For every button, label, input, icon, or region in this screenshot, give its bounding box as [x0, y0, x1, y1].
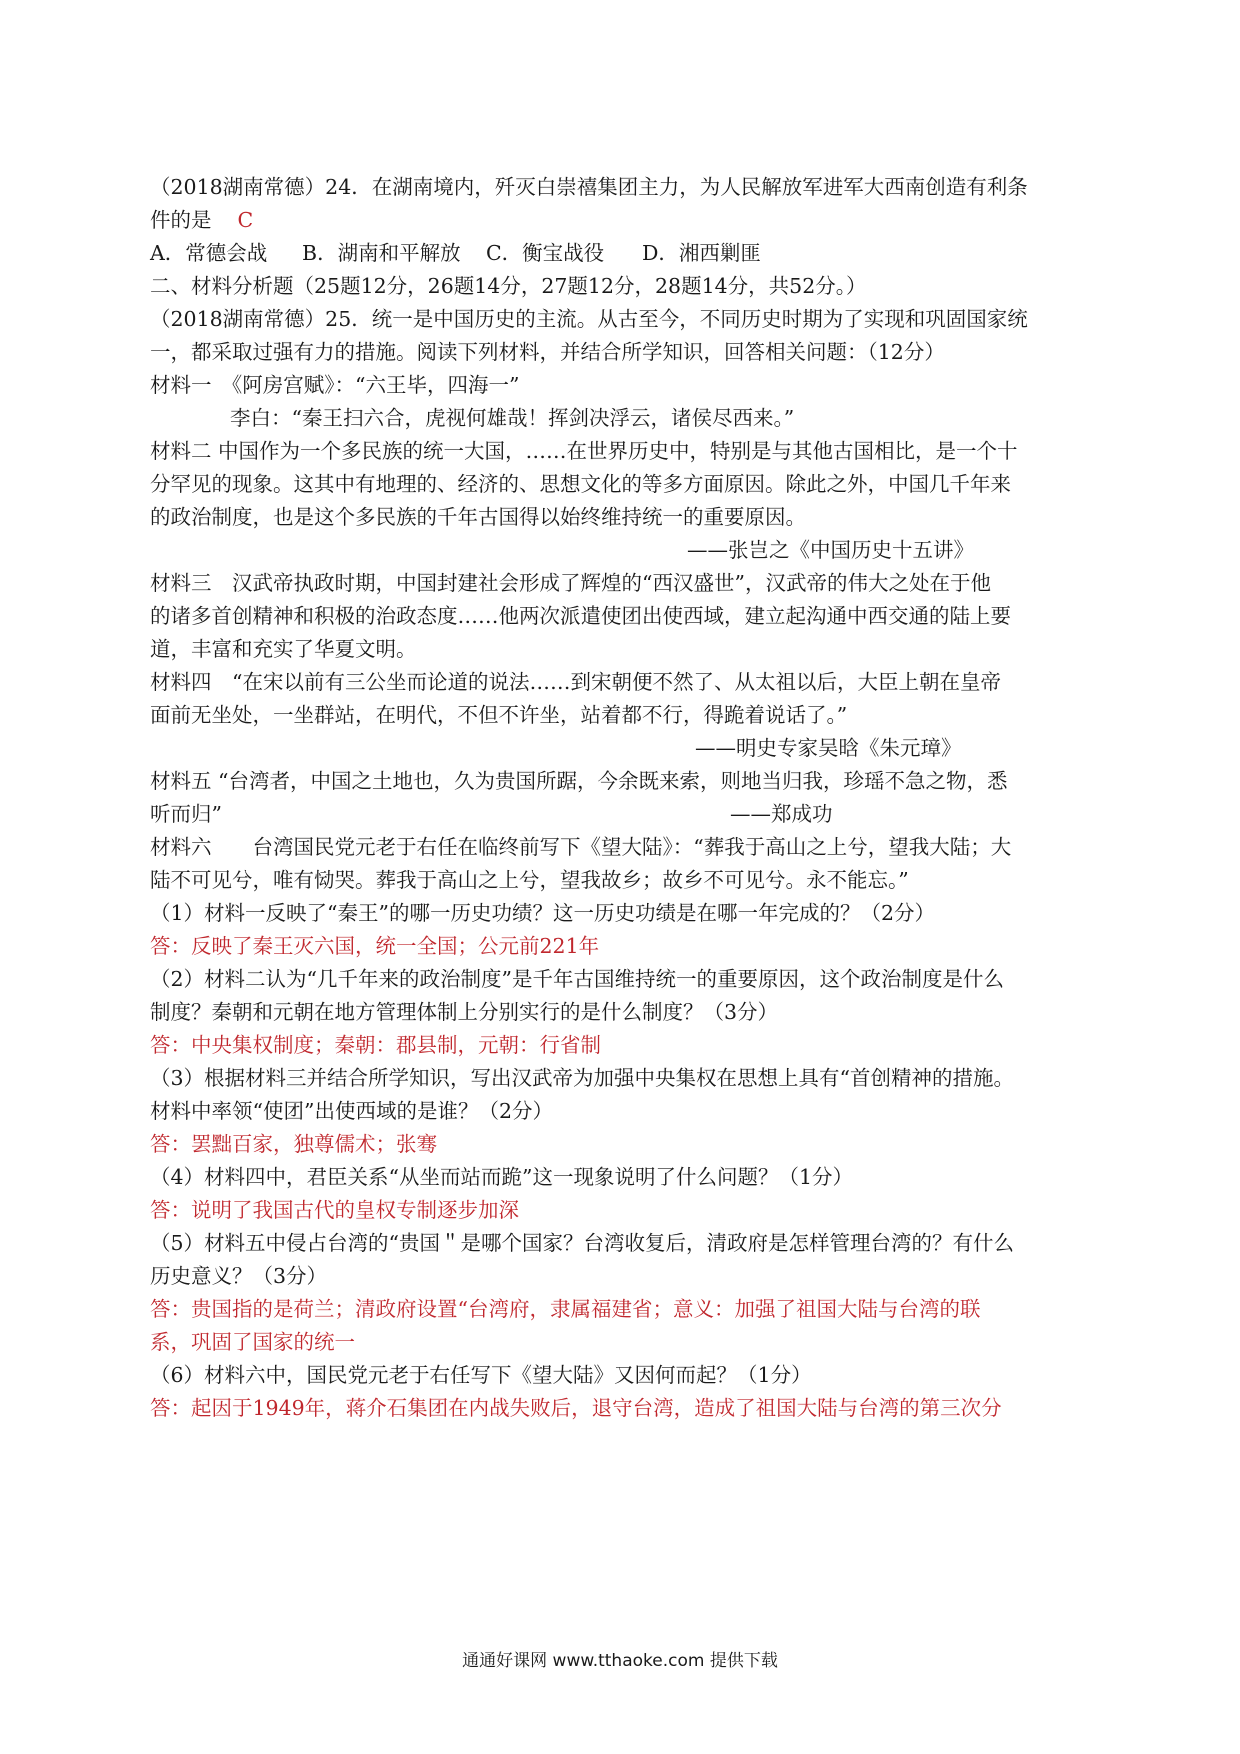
q24-stem-tail: 件的是	[150, 208, 212, 232]
q25-intro-line1: （2018湖南常德）25．统一是中国历史的主流。从古至今，不同历史时期为了实现和巩固国家统	[150, 307, 1028, 331]
answer-1: 答：反映了秦王灭六国，统一全国；公元前221年	[150, 934, 600, 958]
material3-line2: 的诸多首创精神和积极的治政态度……他两次派遣使团出使西域，建立起沟通中西交通的陆上要	[150, 604, 1011, 628]
material5-line2: 听而归”	[150, 802, 222, 826]
question-5-line1: （5）材料五中侵占台湾的“贵国＂是哪个国家？台湾收复后，清政府是怎样管理台湾的？有什么	[150, 1231, 1015, 1255]
section-title: 二、材料分析题（25题12分，26题14分，27题12分，28题14分，共52分。）	[150, 274, 867, 298]
q24-answer: C	[237, 208, 254, 232]
material3-line1: 材料三 汉武帝执政时期，中国封建社会形成了辉煌的“西汉盛世”，汉武帝的伟大之处在于他	[150, 571, 991, 595]
material6-line1: 材料六 台湾国民党元老于右任在临终前写下《望大陆》：“葬我于高山之上兮，望我大陆；大	[150, 835, 1012, 859]
answer-6: 答：起因于1949年，蒋介石集团在内战失败后，退守台湾，造成了祖国大陆与台湾的第三次分	[150, 1396, 1002, 1420]
material5-source: ——郑成功	[730, 802, 833, 826]
q24-stem-line1: （2018湖南常德）24．在湖南境内，歼灭白崇禧集团主力，为人民解放军进军大西南创造有利条	[150, 175, 1028, 199]
q24-option-d: D．湘西剿匪	[642, 241, 761, 265]
material4-line1: 材料四 “在宋以前有三公坐而论道的说法……到宋朝便不然了、从太祖以后，大臣上朝在皇帝	[150, 670, 1001, 694]
answer-5-line2: 系，巩固了国家的统一	[150, 1330, 355, 1354]
page-footer[interactable]: 通通好课网 www.tthaoke.com 提供下载	[462, 1651, 778, 1671]
material5-line1: 材料五 “台湾者，中国之土地也，久为贵国所踞，今余既来索，则地当归我，珍瑶不急之物，悉	[150, 769, 1008, 793]
question-3-line2: 材料中率领“使团”出使西域的是谁？（2分）	[150, 1099, 554, 1123]
question-2-line1: （2）材料二认为“几千年来的政治制度”是千年古国维持统一的重要原因，这个政治制度是什么	[150, 967, 1005, 991]
material3-line3: 道，丰富和充实了华夏文明。	[150, 637, 417, 661]
material4-source: ——明史专家吴晗《朱元璋》	[695, 736, 962, 760]
answer-3: 答：罢黜百家，独尊儒术；张骞	[150, 1132, 437, 1156]
q24-option-a: A．常德会战	[150, 241, 268, 265]
material2-line1: 材料二 中国作为一个多民族的统一大国，……在世界历史中，特别是与其他古国相比，是一个十	[150, 439, 1018, 463]
answer-4: 答：说明了我国古代的皇权专制逐步加深	[150, 1198, 519, 1222]
material2-source: ——张岂之《中国历史十五讲》	[687, 538, 974, 562]
material6-line2: 陆不可见兮，唯有恸哭。葬我于高山之上兮，望我故乡；故乡不可见兮。永不能忘。”	[150, 868, 909, 892]
question-2-line2: 制度？秦朝和元朝在地方管理体制上分别实行的是什么制度？（3分）	[150, 1000, 779, 1024]
material2-line2: 分罕见的现象。这其中有地理的、经济的、思想文化的等多方面原因。除此之外，中国几千年来	[150, 472, 1011, 496]
q25-intro-line2: 一，都采取过强有力的措施。阅读下列材料，并结合所学知识，回答相关问题：（12分）	[150, 340, 945, 364]
q24-option-c: C．衡宝战役	[486, 241, 605, 265]
question-1: （1）材料一反映了“秦王”的哪一历史功绩？这一历史功绩是在哪一年完成的？（2分）	[150, 901, 936, 925]
question-5-line2: 历史意义？（3分）	[150, 1264, 328, 1288]
q24-stem-line2	[150, 205, 253, 235]
answer-2: 答：中央集权制度；秦朝：郡县制，元朝：行省制	[150, 1033, 601, 1057]
question-6: （6）材料六中，国民党元老于右任写下《望大陆》又因何而起？（1分）	[150, 1363, 812, 1387]
question-4: （4）材料四中，君臣关系“从坐而站而跪”这一现象说明了什么问题？（1分）	[150, 1165, 854, 1189]
material2-line3: 的政治制度，也是这个多民族的千年古国得以始终维持统一的重要原因。	[150, 505, 806, 529]
material1-line2: 李白：“秦王扫六合，虎视何雄哉！挥剑决浮云，诸侯尽西来。”	[230, 406, 795, 430]
question-3-line1: （3）根据材料三并结合所学知识，写出汉武帝为加强中央集权在思想上具有“首创精神的措施。	[150, 1066, 1015, 1090]
material4-line2: 面前无坐处，一坐群站，在明代，不但不许坐，站着都不行，得跪着说话了。”	[150, 703, 848, 727]
material1-line1: 材料一 《阿房宫赋》：“六王毕，四海一”	[150, 373, 520, 397]
q24-option-b: B．湖南和平解放	[302, 241, 461, 265]
answer-5-line1: 答：贵国指的是荷兰；清政府设置“台湾府，隶属福建省；意义：加强了祖国大陆与台湾的联	[150, 1297, 981, 1321]
